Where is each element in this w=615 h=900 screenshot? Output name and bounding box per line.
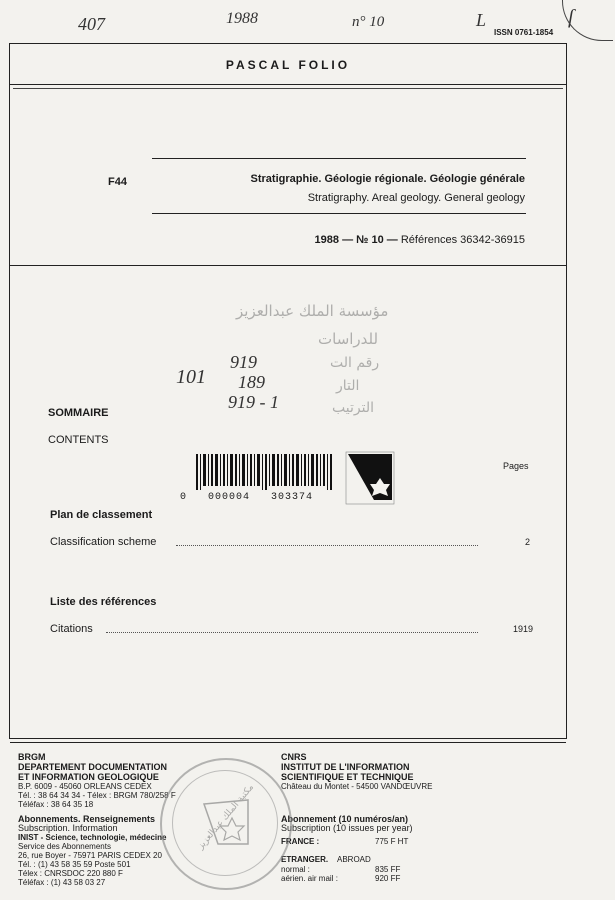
- section-rule-top: [152, 158, 526, 159]
- stamp-number-3: 189: [238, 372, 265, 392]
- cnrs-inst-1: INSTITUT DE L'INFORMATION: [281, 762, 410, 772]
- corner-fold: [562, 0, 613, 41]
- toc-page-citations: 1919: [513, 624, 534, 634]
- cnrs-address: Château du Montet - 54500 VANDŒUVRE: [281, 782, 433, 791]
- france-label: FRANCE :: [281, 837, 320, 846]
- footer-cnrs: [281, 752, 561, 791]
- toc-entry-classification: Classification scheme: [50, 536, 157, 548]
- toc-heading-classification: Plan de classement: [50, 509, 153, 521]
- abonnements-address: 26, rue Boyer - 75971 PARIS CEDEX 20: [18, 851, 162, 860]
- pages-label: Pages: [503, 461, 529, 471]
- etranger-label: ETRANGER.: [281, 855, 329, 864]
- subscription-normal-row: [281, 865, 561, 874]
- abonnements-telex: Télex : CNRSDOC 220 880 F: [18, 869, 123, 878]
- subscription-title: Abonnement (10 numéros/an): [281, 814, 409, 824]
- toc-leader-citations: [106, 632, 478, 633]
- toc-leader-classification: [176, 545, 478, 546]
- issue-year: 1988: [314, 234, 340, 246]
- etranger-sub: ABROAD: [337, 855, 371, 864]
- footer-rule: [10, 742, 566, 743]
- stamp-number-4: 919 - 1: [228, 392, 279, 412]
- barcode-bars: [196, 454, 332, 490]
- toc-entry-citations: Citations: [50, 623, 93, 635]
- contents-subtitle: CONTENTS: [48, 434, 109, 446]
- barcode: [178, 448, 408, 510]
- air-label: aérien. air mail :: [281, 874, 338, 883]
- air-price: 920 FF: [375, 874, 401, 883]
- subscription-france-row: [281, 837, 561, 851]
- issue-number: № 10: [356, 234, 384, 246]
- section-title-en: Stratigraphy. Areal geology. General geology: [307, 192, 525, 204]
- subscription-subtitle: Subscription (10 issues per year): [281, 823, 413, 833]
- normal-price: 835 FF: [375, 865, 401, 874]
- section-code: F44: [108, 176, 127, 188]
- brgm-fax: Téléfax : 38 64 35 18: [18, 800, 94, 809]
- stamp-line-1: مؤسسة الملك عبدالعزيز: [236, 302, 389, 320]
- stamp-line-3: رقم الت: [330, 355, 380, 371]
- cnrs-name: CNRS: [281, 752, 307, 762]
- library-seal: [160, 758, 292, 890]
- handwritten-mark: L: [476, 10, 487, 30]
- france-price: 775 F HT: [375, 837, 409, 846]
- abonnements-tel: Tél. : (1) 43 58 35 59 Poste 501: [18, 860, 131, 869]
- toc-heading-references: Liste des références: [50, 596, 157, 608]
- issue-sep-2: —: [386, 234, 398, 246]
- abonnements-subtitle: Subscription. Information: [18, 823, 118, 833]
- issn-label: ISSN 0761-1854: [494, 28, 554, 37]
- brgm-tel: Tél. : 38 64 34 34 - Télex : BRGM 780/258 F: [18, 791, 176, 800]
- sommaire-title: SOMMAIRE: [48, 407, 109, 419]
- stamp-number-1: 101: [176, 366, 206, 388]
- section-title-fr: Stratigraphie. Géologie régionale. Géologie générale: [250, 173, 525, 185]
- handwritten-year: 1988: [226, 10, 258, 27]
- brgm-name: BRGM: [18, 752, 46, 762]
- library-seal-emblem: [198, 794, 254, 850]
- brgm-dept-1: DEPARTEMENT DOCUMENTATION: [18, 762, 167, 772]
- barcode-digits: 0 000004 303374: [180, 492, 314, 503]
- abonnements-inist: INIST - Science, technologie, médecine: [18, 833, 167, 842]
- section-rule-bottom: [152, 213, 526, 214]
- toc-page-classification: 2: [525, 537, 531, 547]
- stamp-number-2: 919: [230, 352, 257, 372]
- library-seal-text: مكتبة الملك عبدالعزيز: [195, 782, 257, 852]
- stamp-line-2: للدراسات: [318, 330, 379, 348]
- subscription-air-row: [281, 874, 561, 883]
- stamp-line-5: الترتيب: [332, 400, 374, 416]
- handwritten-number: 407: [78, 14, 105, 34]
- normal-label: normal :: [281, 865, 310, 874]
- publication-title: PASCAL FOLIO: [225, 58, 351, 72]
- issue-sep-1: —: [342, 234, 354, 246]
- corner-mark: ſ: [568, 6, 574, 28]
- brgm-dept-2: ET INFORMATION GEOLOGIQUE: [18, 772, 159, 782]
- footer-subscription: [281, 814, 561, 883]
- handwritten-issue: n° 10: [352, 14, 385, 30]
- issue-line: [315, 234, 525, 246]
- stamp-line-4: التار: [336, 378, 360, 394]
- issue-references: Références 36342-36915: [400, 234, 525, 246]
- title-frame: [9, 43, 567, 85]
- abonnements-fax: Téléfax : (1) 43 58 03 27: [18, 878, 106, 887]
- subscription-abroad-row: [281, 855, 561, 865]
- abonnements-service: Service des Abonnements: [18, 842, 111, 851]
- section-divider: [10, 265, 566, 266]
- abonnements-title: Abonnements. Renseignements: [18, 814, 156, 824]
- brgm-address: B.P. 6009 - 45060 ORLEANS CEDEX: [18, 782, 152, 791]
- cnrs-inst-2: SCIENTIFIQUE ET TECHNIQUE: [281, 772, 414, 782]
- title-underline: [13, 88, 563, 89]
